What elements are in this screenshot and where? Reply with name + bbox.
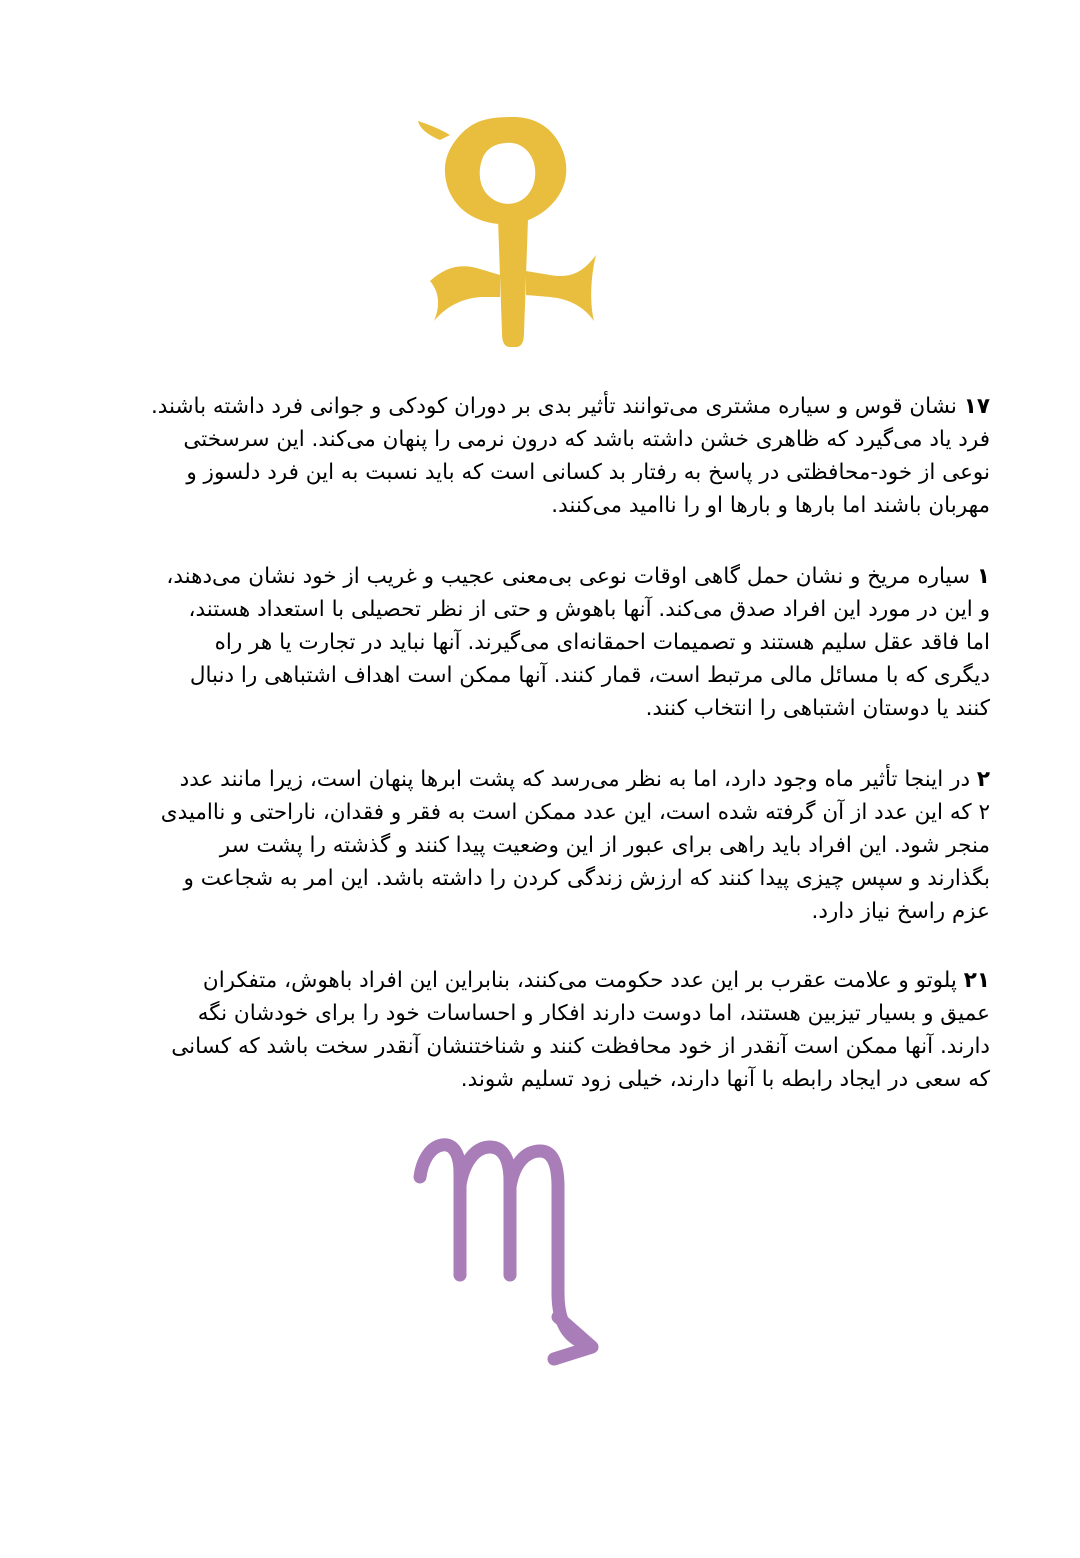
paragraph-line: دیگری که با مسائل مالی مرتبط است، قمار کنند. آنها ممکن است اهداف اشتباهی را دنبال <box>189 663 990 688</box>
paragraph-line: منجر شود. این افراد باید راهی برای عبور از این وضعیت پیدا کنند و گذشته را پشت سر <box>219 833 990 858</box>
paragraph-2 <box>95 763 990 928</box>
paragraph-line: بگذارند و سپس چیزی پیدا کنند که ارزش زندگی کردن را داشته باشد. این امر به شجاعت و <box>183 866 990 891</box>
paragraph-1 <box>95 560 990 725</box>
paragraph-line: ۱ سیاره مریخ و نشان حمل گاهی اوقات نوعی بی‌معنی عجیب و غریب از خود نشان می‌دهند، <box>166 564 990 589</box>
paragraph-line: عمیق و بسیار تیزبین هستند، اما دوست دارند افکار و احساسات خود را برای خودشان نگه <box>197 1001 990 1026</box>
paragraph-line: اما فاقد عقل سلیم هستند و تصمیمات احمقانه‌ای می‌گیرند. آنها نباید در تجارت یا هر راه <box>214 630 990 655</box>
paragraph-line: نوعی از خود-محافظتی در پاسخ به رفتار بد کسانی است که باید نسبت به این فرد دلسوز و <box>186 460 990 485</box>
paragraph-number: ۲۱ <box>963 968 990 993</box>
paragraph-number: ۲ <box>976 767 990 792</box>
paragraph-line: کنند یا دوستان اشتباهی را انتخاب کنند. <box>645 696 990 721</box>
paragraph-21 <box>95 964 990 1096</box>
paragraph-line: و این در مورد این افراد صدق می‌کند. آنها باهوش و حتی از نظر تحصیلی با استعداد هستند، <box>188 597 990 622</box>
paragraph-line: دارند. آنها ممکن است آنقدر از خود محافظت کنند و شناختنشان آنقدر سخت باشد که کسانی <box>171 1034 990 1059</box>
paragraph-line: فرد یاد می‌گیرد که ظاهری خشن داشته باشد که درون نرمی را پنهان می‌کند. این سرسختی <box>183 427 990 452</box>
paragraph-line: که سعی در ایجاد رابطه با آنها دارند، خیلی زود تسلیم شوند. <box>460 1067 990 1092</box>
paragraph-line: مهربان باشند اما بارها و بارها او را ناامید می‌کنند. <box>551 493 990 518</box>
paragraph-number: ۱۷ <box>963 394 990 419</box>
scorpio-symbol-icon <box>408 1125 608 1380</box>
paragraph-17 <box>95 390 990 522</box>
paragraph-line: عزم راسخ نیاز دارد. <box>811 899 990 924</box>
paragraph-number: ۱ <box>976 564 990 589</box>
paragraph-line: ۱۷ نشان قوس و سیاره مشتری می‌توانند تأثیر بدی بر دوران کودکی و جوانی فرد داشته باشند. <box>150 394 990 419</box>
paragraph-line: ۲۱ پلوتو و علامت عقرب بر این عدد حکومت می‌کنند، بنابراین این افراد باهوش، متفکران <box>202 968 990 993</box>
pluto-symbol-icon <box>400 85 625 350</box>
paragraph-line: ۲ در اینجا تأثیر ماه وجود دارد، اما به نظر می‌رسد که پشت ابرها پنهان است، زیرا مانند عدد <box>179 767 990 792</box>
paragraph-line: ۲ که این عدد از آن گرفته شده است، این عدد ممکن است به فقر و فقدان، ناراحتی و ناامیدی <box>160 800 990 825</box>
